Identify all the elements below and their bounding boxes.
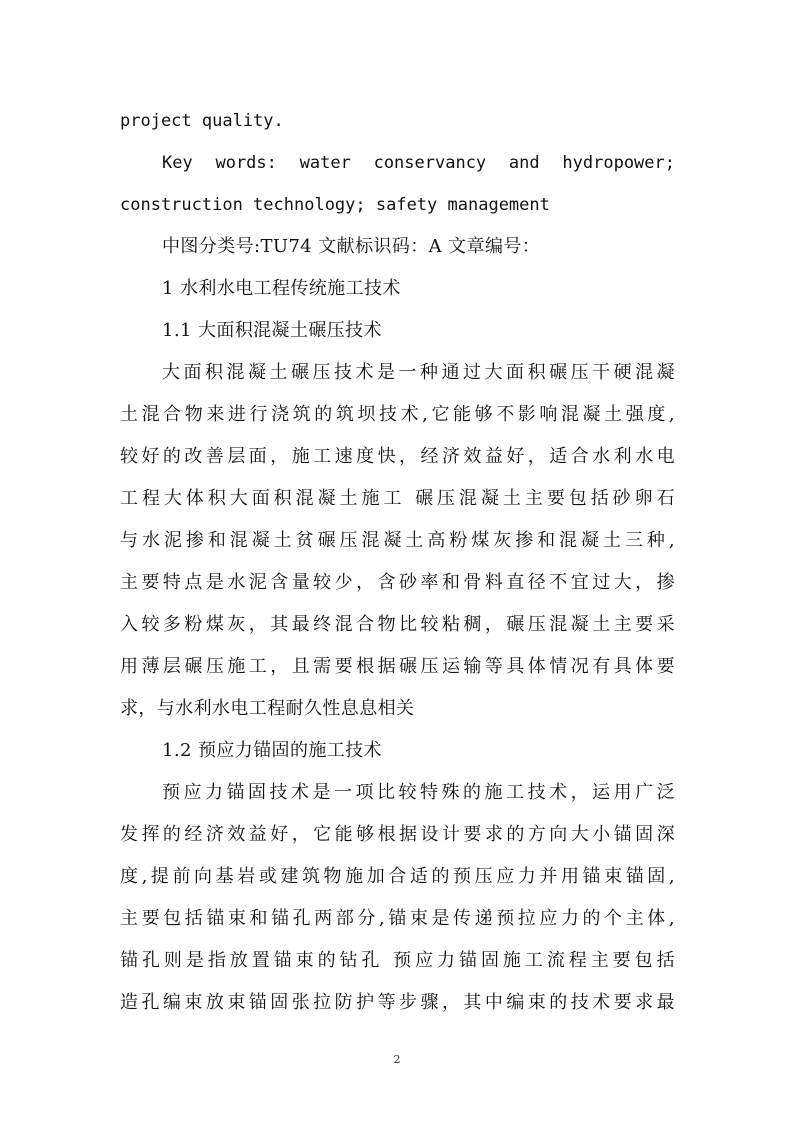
paragraph-line: 较好的改善层面，施工速度快，经济效益好，适合水利水电 xyxy=(120,446,675,467)
paragraph-line: 与水泥掺和混凝土贫碾压混凝土高粉煤灰掺和混凝土三种, xyxy=(120,530,675,551)
paragraph-line: 土混合物来进行浇筑的筑坝技术,它能够不影响混凝土强度, xyxy=(120,404,675,425)
abstract-ending: project quality. xyxy=(120,111,284,131)
paragraph-line: 主要特点是水泥含量较少，含砂率和骨料直径不宜过大，掺 xyxy=(120,572,675,593)
paragraph-line: 工程大体积大面积混凝土施工 碾压混凝土主要包括砂卵石 xyxy=(120,488,675,509)
section-heading-1: 1 水利水电工程传统施工技术 xyxy=(162,278,401,299)
subsection-heading-1-1: 1.1 大面积混凝土碾压技术 xyxy=(162,320,382,341)
paragraph-line: 入较多粉煤灰，其最终混合物比较粘稠，碾压混凝土主要采 xyxy=(120,614,675,635)
paragraph-line: 大面积混凝土碾压技术是一种通过大面积碾压干硬混凝 xyxy=(162,362,675,383)
paragraph-line: 求，与水利水电工程耐久性息息相关 xyxy=(120,698,415,719)
paragraph-line: 造孔编束放束锚固张拉防护等步骤，其中编束的技术要求最 xyxy=(120,992,675,1013)
paragraph-line: 度,提前向基岩或建筑物施加合适的预压应力并用锚束锚固, xyxy=(120,866,675,887)
paragraph-line: 发挥的经济效益好，它能够根据设计要求的方向大小锚固深 xyxy=(120,824,675,845)
keywords-line-1: Key words: water conservancy and hydropower; xyxy=(162,153,675,173)
page-body xyxy=(120,100,675,1024)
paragraph-line: 主要包括锚束和锚孔两部分,锚束是传递预拉应力的个主体, xyxy=(120,908,675,929)
page-number: 2 xyxy=(393,1053,401,1066)
classification-line: 中图分类号:TU74 文献标识码：A 文章编号： xyxy=(162,236,541,257)
paragraph-line: 用薄层碾压施工，且需要根据碾压运输等具体情况有具体要 xyxy=(120,656,675,677)
keywords-line-2: construction technology; safety management xyxy=(120,195,550,215)
paragraph-line: 预应力锚固技术是一项比较特殊的施工技术，运用广泛 xyxy=(162,782,675,803)
paragraph-line: 锚孔则是指放置锚束的钻孔 预应力锚固施工流程主要包括 xyxy=(120,950,675,971)
subsection-heading-1-2: 1.2 预应力锚固的施工技术 xyxy=(162,740,382,761)
